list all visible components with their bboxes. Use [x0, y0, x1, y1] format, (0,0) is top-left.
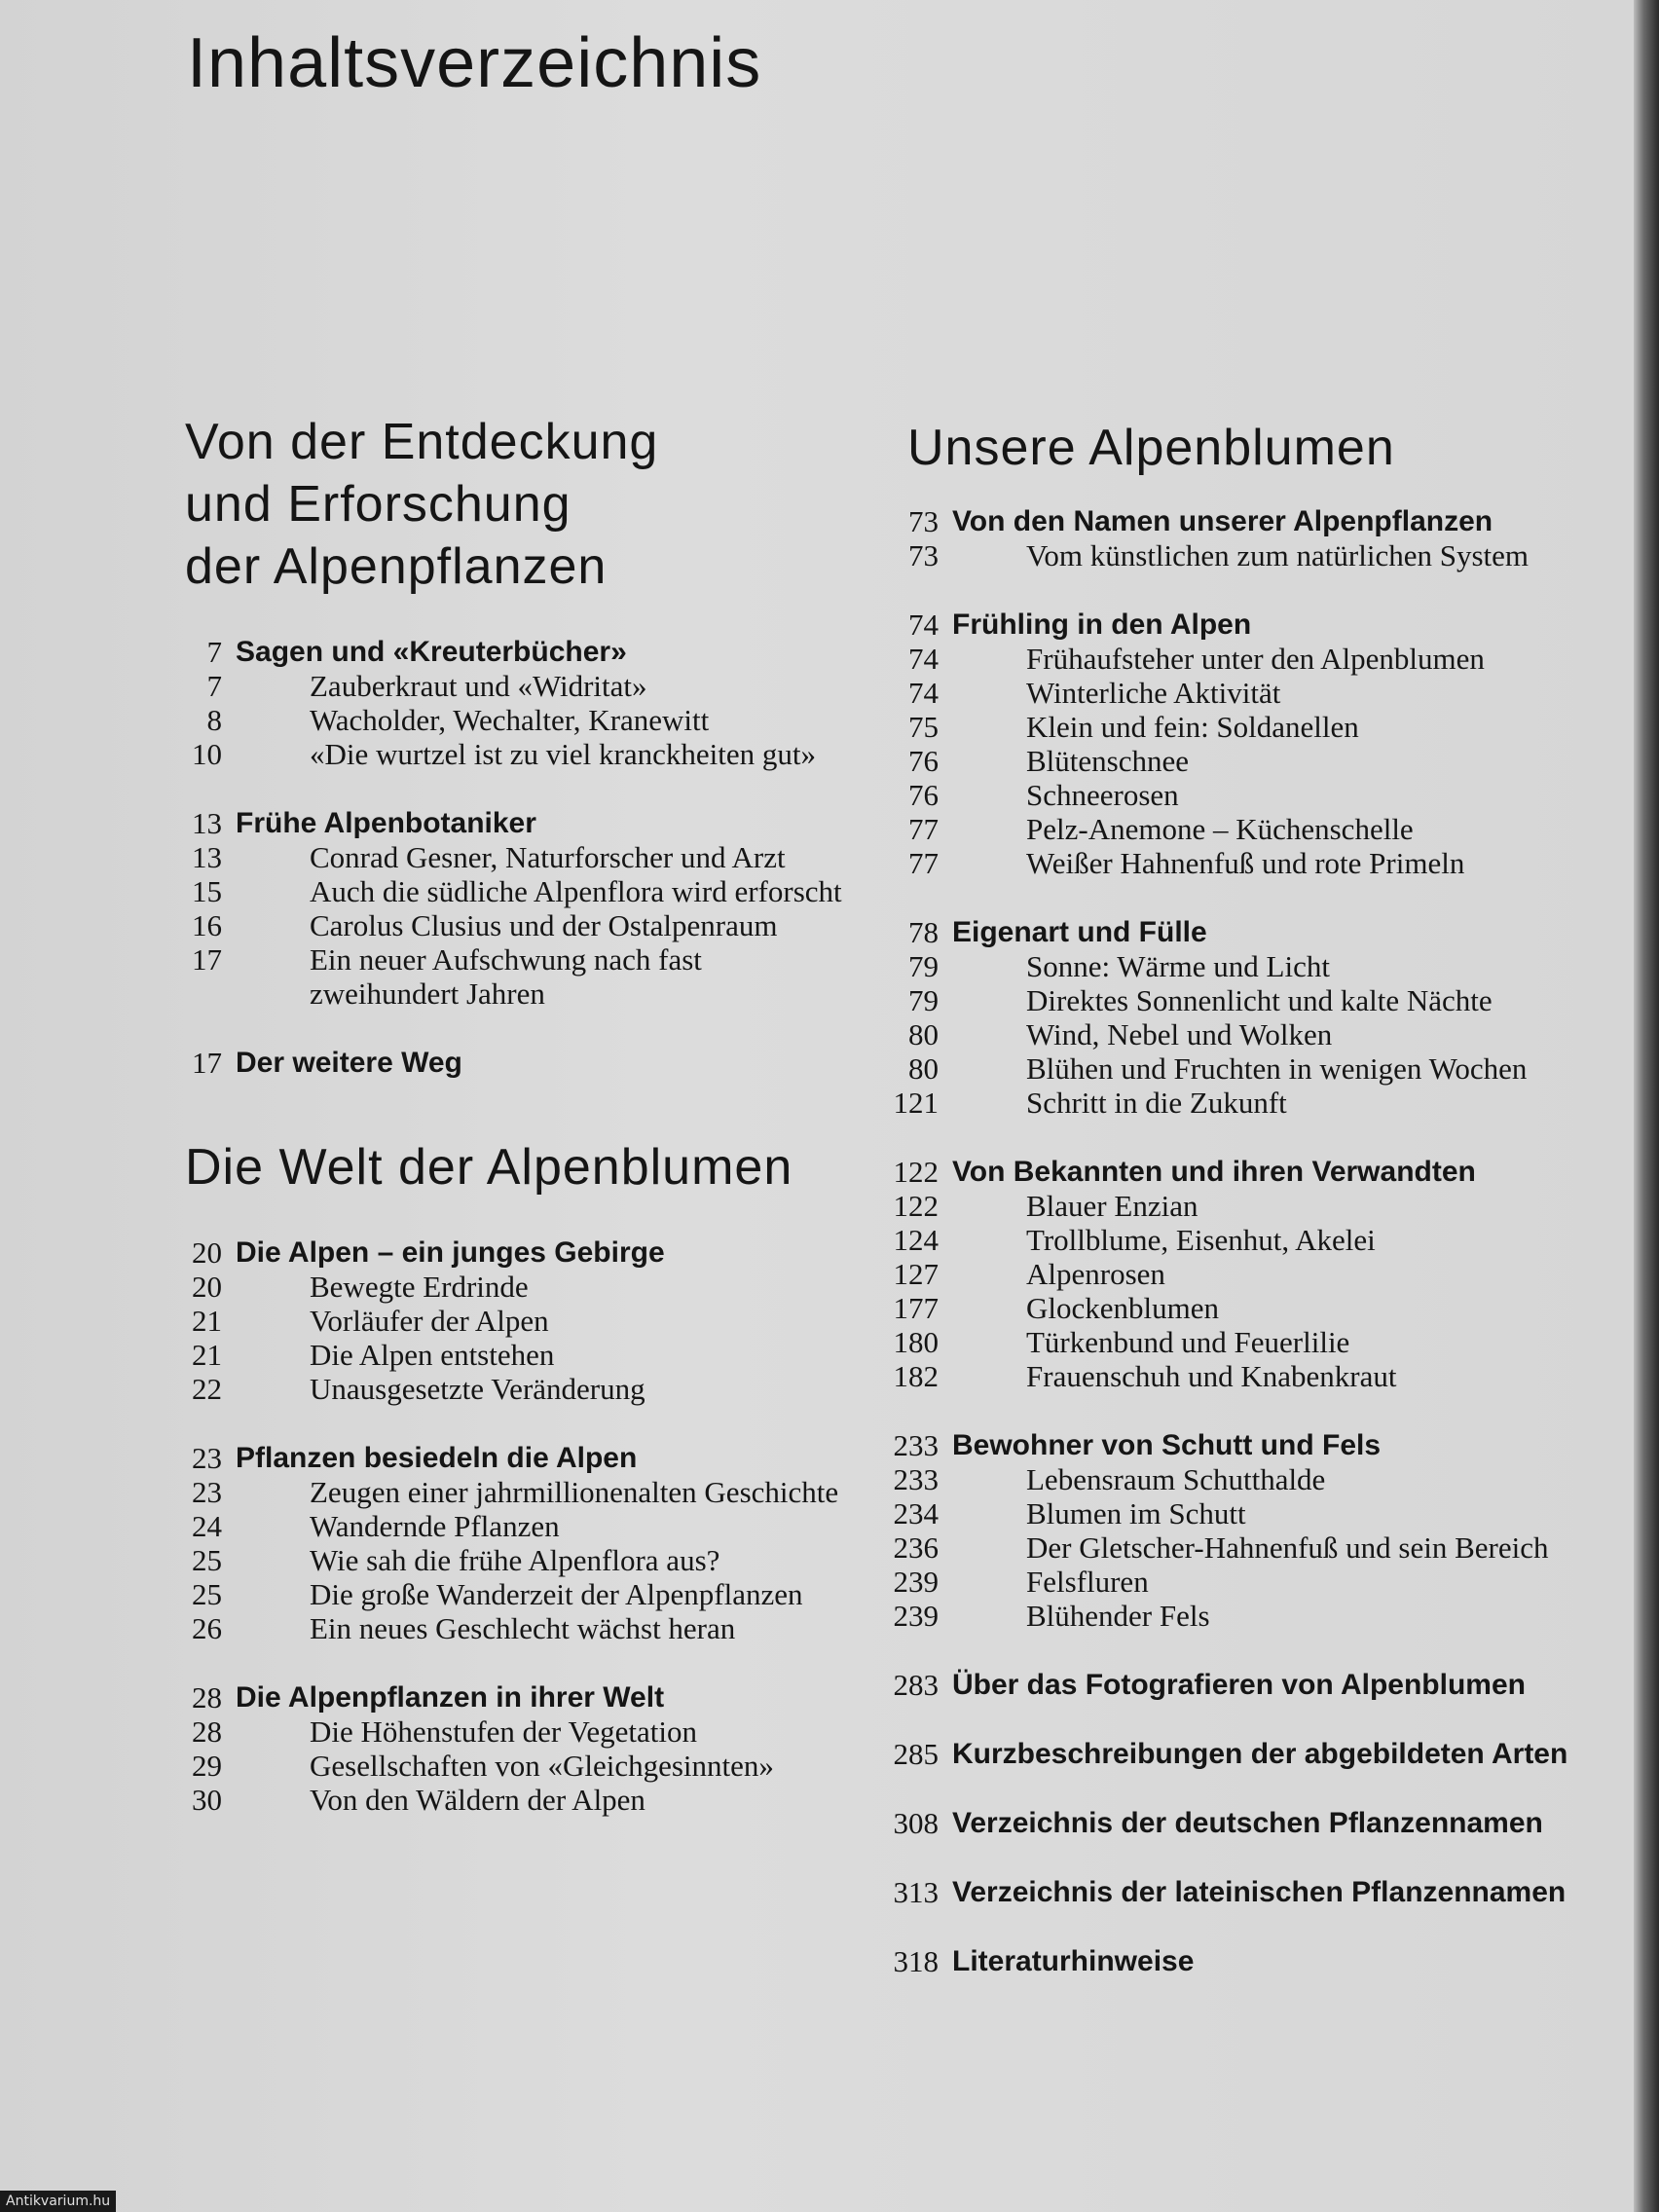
- page-number: 74: [908, 676, 939, 710]
- page-number: 7: [206, 669, 222, 703]
- toc-entry: [185, 1475, 866, 1509]
- entry-title: Die Alpen entstehen: [310, 1338, 555, 1372]
- chapter-heading: [185, 1235, 866, 1270]
- page-edge-shadow: [1634, 0, 1659, 2212]
- page-number: 17: [192, 1046, 222, 1080]
- toc-chapter: [876, 1944, 1616, 1978]
- page-number: 25: [192, 1543, 222, 1577]
- entry-title: Frauenschuh und Knabenkraut: [1026, 1359, 1397, 1393]
- entry-title: Weißer Hahnenfuß und rote Primeln: [1026, 846, 1465, 880]
- toc-entry: [876, 1086, 1616, 1120]
- page-number: 28: [192, 1680, 222, 1714]
- chapter-heading: [185, 1680, 866, 1714]
- page-number: 182: [893, 1359, 939, 1393]
- page-number: 20: [192, 1235, 222, 1270]
- entry-title: Klein und fein: Soldanellen: [1026, 710, 1359, 744]
- entry-title: Schritt in die Zukunft: [1026, 1086, 1287, 1120]
- toc-entry: [876, 1599, 1616, 1633]
- entry-title: Direktes Sonnenlicht und kalte Nächte: [1026, 983, 1493, 1017]
- page-number: 17: [192, 942, 222, 977]
- chapter-title: Bewohner von Schutt und Fels: [952, 1429, 1382, 1461]
- page-number: 10: [192, 737, 222, 771]
- entry-title: Ein neues Geschlecht wächst heran: [310, 1611, 736, 1645]
- toc-chapter: [185, 1046, 866, 1080]
- entry-title: Die große Wanderzeit der Alpenpflanzen: [310, 1577, 803, 1611]
- chapter-title: Verzeichnis der lateinischen Pflanzennamen: [952, 1876, 1567, 1908]
- page-number: 124: [893, 1223, 939, 1257]
- chapter-heading: [185, 1046, 866, 1080]
- toc-chapter: [876, 1737, 1616, 1771]
- entry-title: Frühaufsteher unter den Alpenblumen: [1026, 642, 1485, 676]
- page-number: 7: [206, 635, 222, 669]
- chapter-title: Die Alpenpflanzen in ihrer Welt: [236, 1681, 665, 1714]
- page-number: 76: [908, 744, 939, 778]
- toc-chapter: [876, 608, 1616, 880]
- part-title-line: Die Welt der Alpenblumen: [185, 1139, 793, 1196]
- page-number: 308: [893, 1806, 939, 1840]
- toc-chapter: [876, 1875, 1616, 1909]
- entry-title: Unausgesetzte Veränderung: [310, 1372, 645, 1406]
- toc-entry: [185, 840, 866, 874]
- toc-entry: [876, 1462, 1616, 1496]
- page-number: 22: [192, 1372, 222, 1406]
- toc-entry: [185, 1338, 866, 1372]
- part-title-line: Von der Entdeckung: [185, 414, 659, 470]
- chapter-title: Literaturhinweise: [952, 1945, 1195, 1977]
- part-title: [185, 1136, 866, 1198]
- page-number: 283: [893, 1668, 939, 1702]
- toc-entry: [876, 710, 1616, 744]
- toc-entry: [876, 1017, 1616, 1051]
- page-number: 127: [893, 1257, 939, 1291]
- toc-entry: [185, 1270, 866, 1304]
- page-number: 28: [192, 1714, 222, 1749]
- entry-title: Zauberkraut und «Widritat»: [310, 669, 647, 703]
- page-title: Inhaltsverzeichnis: [187, 24, 762, 102]
- page-number: 177: [893, 1291, 939, 1325]
- part-title: [907, 417, 1616, 479]
- toc-entry: [876, 1051, 1616, 1086]
- entry-title: Türkenbund und Feuerlilie: [1026, 1325, 1350, 1359]
- chapter-heading: [185, 806, 866, 840]
- chapter-heading: [876, 504, 1616, 538]
- entry-title: Die Höhenstufen der Vegetation: [310, 1714, 698, 1749]
- chapter-title: Die Alpen – ein junges Gebirge: [236, 1236, 665, 1269]
- chapter-title: Frühling in den Alpen: [952, 608, 1252, 641]
- entry-title: Trollblume, Eisenhut, Akelei: [1026, 1223, 1376, 1257]
- page-number: 239: [893, 1565, 939, 1599]
- page-number: 121: [893, 1086, 939, 1120]
- page-number: 122: [893, 1155, 939, 1189]
- chapter-heading: [876, 1155, 1616, 1189]
- page-number: 30: [192, 1783, 222, 1817]
- chapter-heading: [876, 1737, 1616, 1771]
- chapter-title: Von den Namen unserer Alpenpflanzen: [952, 505, 1493, 537]
- toc-entry: [185, 1509, 866, 1543]
- chapter-title: Von Bekannten und ihren Verwandten: [952, 1156, 1476, 1188]
- entry-title: Wacholder, Wechalter, Kranewitt: [310, 703, 710, 737]
- toc-entry: [185, 1783, 866, 1817]
- toc-part: [185, 411, 866, 1080]
- part-title-line: und Erforschung: [185, 476, 571, 533]
- entry-title: «Die wurtzel ist zu viel kranckheiten gut»: [310, 737, 816, 771]
- part-title-line: Unsere Alpenblumen: [907, 420, 1395, 476]
- toc-entry: [876, 1359, 1616, 1393]
- chapter-title: Sagen und «Kreuterbücher»: [236, 636, 627, 668]
- chapter-title: Kurzbeschreibungen der abgebildeten Arten: [952, 1738, 1568, 1770]
- toc-entry: [876, 983, 1616, 1017]
- page-number: 74: [908, 608, 939, 642]
- entry-title: Wie sah die frühe Alpenflora aus?: [310, 1543, 720, 1577]
- page-number: 25: [192, 1577, 222, 1611]
- entry-title: Der Gletscher-Hahnenfuß und sein Bereich: [1026, 1530, 1549, 1565]
- page-number: 16: [192, 908, 222, 942]
- right-column: [876, 417, 1616, 2035]
- toc-part: [876, 417, 1616, 1978]
- toc-entry: [876, 778, 1616, 812]
- entry-title: Carolus Clusius und der Ostalpenraum: [310, 908, 778, 942]
- toc-entry: [185, 1543, 866, 1577]
- page-number: 78: [908, 915, 939, 949]
- page-number: 20: [192, 1270, 222, 1304]
- chapter-title: Frühe Alpenbotaniker: [236, 807, 536, 839]
- page-number: 21: [192, 1304, 222, 1338]
- toc-entry: [185, 1372, 866, 1406]
- toc-entry: [876, 846, 1616, 880]
- page-number: 77: [908, 846, 939, 880]
- toc-entry: [185, 1304, 866, 1338]
- left-column: [185, 411, 866, 1873]
- page-number: 26: [192, 1611, 222, 1645]
- page-number: 24: [192, 1509, 222, 1543]
- toc-chapter: [185, 1680, 866, 1817]
- entry-title: Felsfluren: [1026, 1565, 1149, 1599]
- entry-title: Sonne: Wärme und Licht: [1026, 949, 1330, 983]
- toc-entry: [185, 942, 866, 1011]
- page-number: 122: [893, 1189, 939, 1223]
- entry-title: Gesellschaften von «Gleichgesinnten»: [310, 1749, 774, 1783]
- entry-title: Wind, Nebel und Wolken: [1026, 1017, 1333, 1051]
- page-number: 75: [908, 710, 939, 744]
- toc-entry: [185, 908, 866, 942]
- entry-title: Blauer Enzian: [1026, 1189, 1198, 1223]
- entry-title: Schneerosen: [1026, 778, 1179, 812]
- page-number: 74: [908, 642, 939, 676]
- toc-entry: [876, 642, 1616, 676]
- entry-title: Alpenrosen: [1026, 1257, 1165, 1291]
- page-number: 79: [908, 983, 939, 1017]
- page-number: 73: [908, 538, 939, 572]
- toc-entry: [876, 1496, 1616, 1530]
- toc-chapter: [876, 915, 1616, 1120]
- chapter-title: Der weitere Weg: [236, 1047, 462, 1079]
- entry-title: Blütenschnee: [1026, 744, 1190, 778]
- entry-title: Bewegte Erdrinde: [310, 1270, 529, 1304]
- chapter-heading: [876, 1806, 1616, 1840]
- chapter-heading: [185, 635, 866, 669]
- page-number: 79: [908, 949, 939, 983]
- page-number: 233: [893, 1428, 939, 1462]
- page-number: 236: [893, 1530, 939, 1565]
- toc-entry: [876, 538, 1616, 572]
- toc-entry: [876, 1291, 1616, 1325]
- page-number: 23: [192, 1441, 222, 1475]
- toc-entry: [185, 669, 866, 703]
- chapter-title: Verzeichnis der deutschen Pflanzennamen: [952, 1807, 1543, 1839]
- chapter-heading: [876, 1668, 1616, 1702]
- toc-chapter: [876, 1806, 1616, 1840]
- page-number: 180: [893, 1325, 939, 1359]
- toc-chapter: [876, 1668, 1616, 1702]
- toc-entry: [185, 737, 866, 771]
- chapter-title: Über das Fotografieren von Alpenblumen: [952, 1669, 1526, 1701]
- page-number: 77: [908, 812, 939, 846]
- toc-entry: [876, 812, 1616, 846]
- page-number: 76: [908, 778, 939, 812]
- page-number: 73: [908, 504, 939, 538]
- toc-entry: [185, 703, 866, 737]
- entry-title: Glockenblumen: [1026, 1291, 1220, 1325]
- chapter-heading: [185, 1441, 866, 1475]
- entry-title: Von den Wäldern der Alpen: [310, 1783, 645, 1817]
- toc-entry: [876, 1325, 1616, 1359]
- page-number: 80: [908, 1017, 939, 1051]
- page-number: 8: [206, 703, 222, 737]
- toc-entry: [876, 1189, 1616, 1223]
- page-number: 233: [893, 1462, 939, 1496]
- entry-title: Vorläufer der Alpen: [310, 1304, 549, 1338]
- entry-title: Winterliche Aktivität: [1026, 676, 1281, 710]
- entry-title: Lebensraum Schutthalde: [1026, 1462, 1326, 1496]
- entry-title: Auch die südliche Alpenflora wird erforscht: [310, 874, 842, 908]
- page-number: 285: [893, 1737, 939, 1771]
- part-title: [185, 411, 866, 598]
- toc-chapter: [185, 1441, 866, 1645]
- toc-entry: [876, 1530, 1616, 1565]
- chapter-heading: [876, 915, 1616, 949]
- toc-entry: [876, 1565, 1616, 1599]
- entry-title: Pelz-Anemone – Küchenschelle: [1026, 812, 1414, 846]
- page-number: 13: [192, 840, 222, 874]
- toc-chapter: [185, 806, 866, 1011]
- entry-title: Blühen und Fruchten in wenigen Wochen: [1026, 1051, 1528, 1086]
- watermark: Antikvarium.hu: [0, 2191, 116, 2212]
- page-number: 318: [893, 1944, 939, 1978]
- entry-title: Vom künstlichen zum natürlichen System: [1026, 538, 1530, 572]
- chapter-heading: [876, 1944, 1616, 1978]
- toc-chapter: [185, 1235, 866, 1406]
- entry-title: Blumen im Schutt: [1026, 1496, 1246, 1530]
- page-number: 313: [893, 1875, 939, 1909]
- page-number: 29: [192, 1749, 222, 1783]
- page-number: 23: [192, 1475, 222, 1509]
- entry-title: Wandernde Pflanzen: [310, 1509, 560, 1543]
- toc-entry: [185, 1611, 866, 1645]
- toc-entry: [876, 949, 1616, 983]
- toc-entry: [876, 744, 1616, 778]
- toc-chapter: [876, 1155, 1616, 1393]
- toc-entry: [876, 676, 1616, 710]
- chapter-heading: [876, 1428, 1616, 1462]
- toc-entry: [876, 1223, 1616, 1257]
- entry-title: Zeugen einer jahrmillionenalten Geschichte: [310, 1475, 839, 1509]
- entry-title: Blühender Fels: [1026, 1599, 1210, 1633]
- toc-part: [185, 1136, 866, 1817]
- chapter-heading: [876, 1875, 1616, 1909]
- chapter-heading: [876, 608, 1616, 642]
- toc-chapter: [876, 1428, 1616, 1633]
- toc-entry: [185, 1749, 866, 1783]
- chapter-title: Eigenart und Fülle: [952, 916, 1207, 948]
- page-number: 13: [192, 806, 222, 840]
- toc-entry: [185, 874, 866, 908]
- chapter-title: Pflanzen besiedeln die Alpen: [236, 1442, 638, 1474]
- toc-entry: [876, 1257, 1616, 1291]
- page-number: 80: [908, 1051, 939, 1086]
- toc-entry: [185, 1714, 866, 1749]
- part-title-line: der Alpenpflanzen: [185, 538, 608, 595]
- toc-chapter: [185, 635, 866, 771]
- page-number: 21: [192, 1338, 222, 1372]
- page-number: 15: [192, 874, 222, 908]
- entry-title: Conrad Gesner, Naturforscher und Arzt: [310, 840, 786, 874]
- entry-title: Ein neuer Aufschwung nach fast zweihundert Jahren: [310, 942, 702, 1011]
- toc-entry: [185, 1577, 866, 1611]
- toc-chapter: [876, 504, 1616, 572]
- page-number: 239: [893, 1599, 939, 1633]
- page-number: 234: [893, 1496, 939, 1530]
